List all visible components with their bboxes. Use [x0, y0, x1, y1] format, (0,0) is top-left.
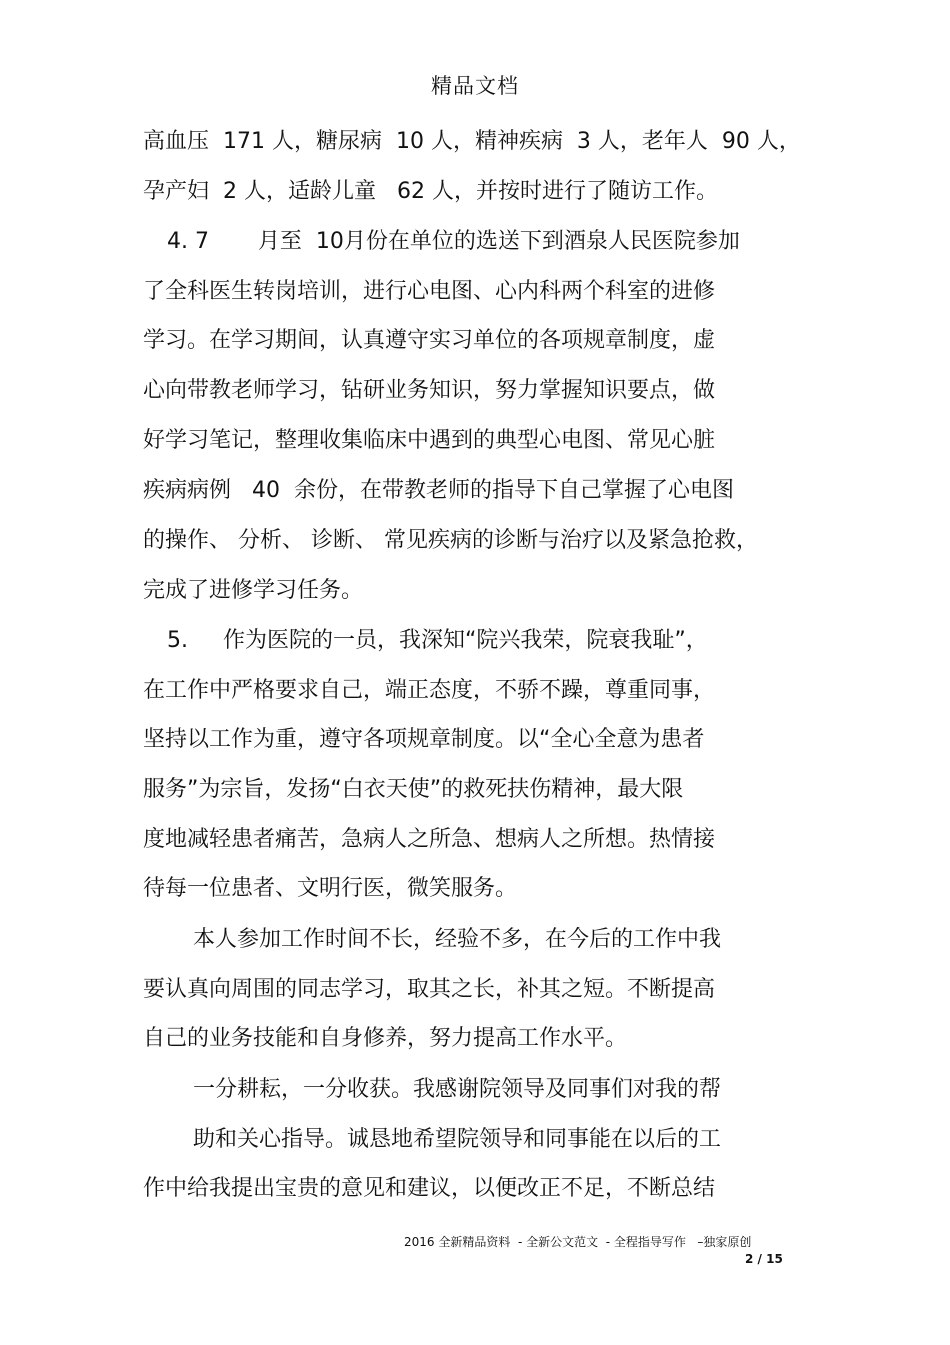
text-line: 了全科医生转岗培训，进行心电图、心内科两个科室的进修 — [143, 279, 716, 304]
text-line: 高血压 171 人，糖尿病 10 人，精神疾病 3 人，老年人 90 人， — [143, 129, 801, 154]
page-header-title: 精品文档 — [431, 74, 519, 98]
text-line: 的操作、 分析、 诊断、 常见疾病的诊断与治疗以及紧急抢救， — [143, 528, 758, 553]
text-line: 在工作中严格要求自己，端正态度，不骄不躁，尊重同事， — [143, 678, 716, 703]
text-line: 5. 作为医院的一员，我深知“院兴我荣，院衰我耻”， — [167, 628, 708, 653]
page-footer-text: 2016 全新精品资料 - 全新公文范文 - 全程指导写作 –独家原创 — [404, 1235, 752, 1249]
page-number: 2 / 15 — [745, 1252, 783, 1266]
text-line: 学习。在学习期间，认真遵守实习单位的各项规章制度，虚 — [143, 328, 716, 353]
text-line: 坚持以工作为重，遵守各项规章制度。以“全心全意为患者 — [143, 727, 705, 752]
text-line: 完成了进修学习任务。 — [143, 578, 364, 603]
text-line: 待每一位患者、文明行医，微笑服务。 — [143, 876, 518, 901]
text-line: 服务”为宗旨，发扬“白衣天使”的救死扶伤精神，最大限 — [143, 777, 684, 802]
text-line: 作中给我提出宝贵的意见和建议，以便改正不足，不断总结 — [143, 1176, 716, 1201]
text-line: 要认真向周围的同志学习，取其之长，补其之短。不断提高 — [143, 977, 716, 1002]
text-line: 本人参加工作时间不长，经验不多，在今后的工作中我 — [193, 927, 722, 952]
text-line: 自己的业务技能和自身修养，努力提高工作水平。 — [143, 1026, 628, 1051]
text-line: 疾病病例 40 余份，在带教老师的指导下自己掌握了心电图 — [143, 478, 734, 503]
text-line: 度地减轻患者痛苦，急病人之所急、想病人之所想。热情接 — [143, 827, 716, 852]
text-line: 心向带教老师学习，钻研业务知识，努力掌握知识要点，做 — [143, 378, 716, 403]
text-line: 4. 7 月至 10月份在单位的选送下到酒泉人民医院参加 — [167, 229, 740, 254]
text-line: 好学习笔记，整理收集临床中遇到的典型心电图、常见心脏 — [143, 428, 716, 453]
text-line: 孕产妇 2 人，适龄儿童 62 人，并按时进行了随访工作。 — [143, 179, 718, 204]
text-line: 一分耕耘，一分收获。我感谢院领导及同事们对我的帮 — [193, 1077, 722, 1102]
text-line: 助和关心指导。诚恳地希望院领导和同事能在以后的工 — [193, 1127, 722, 1152]
